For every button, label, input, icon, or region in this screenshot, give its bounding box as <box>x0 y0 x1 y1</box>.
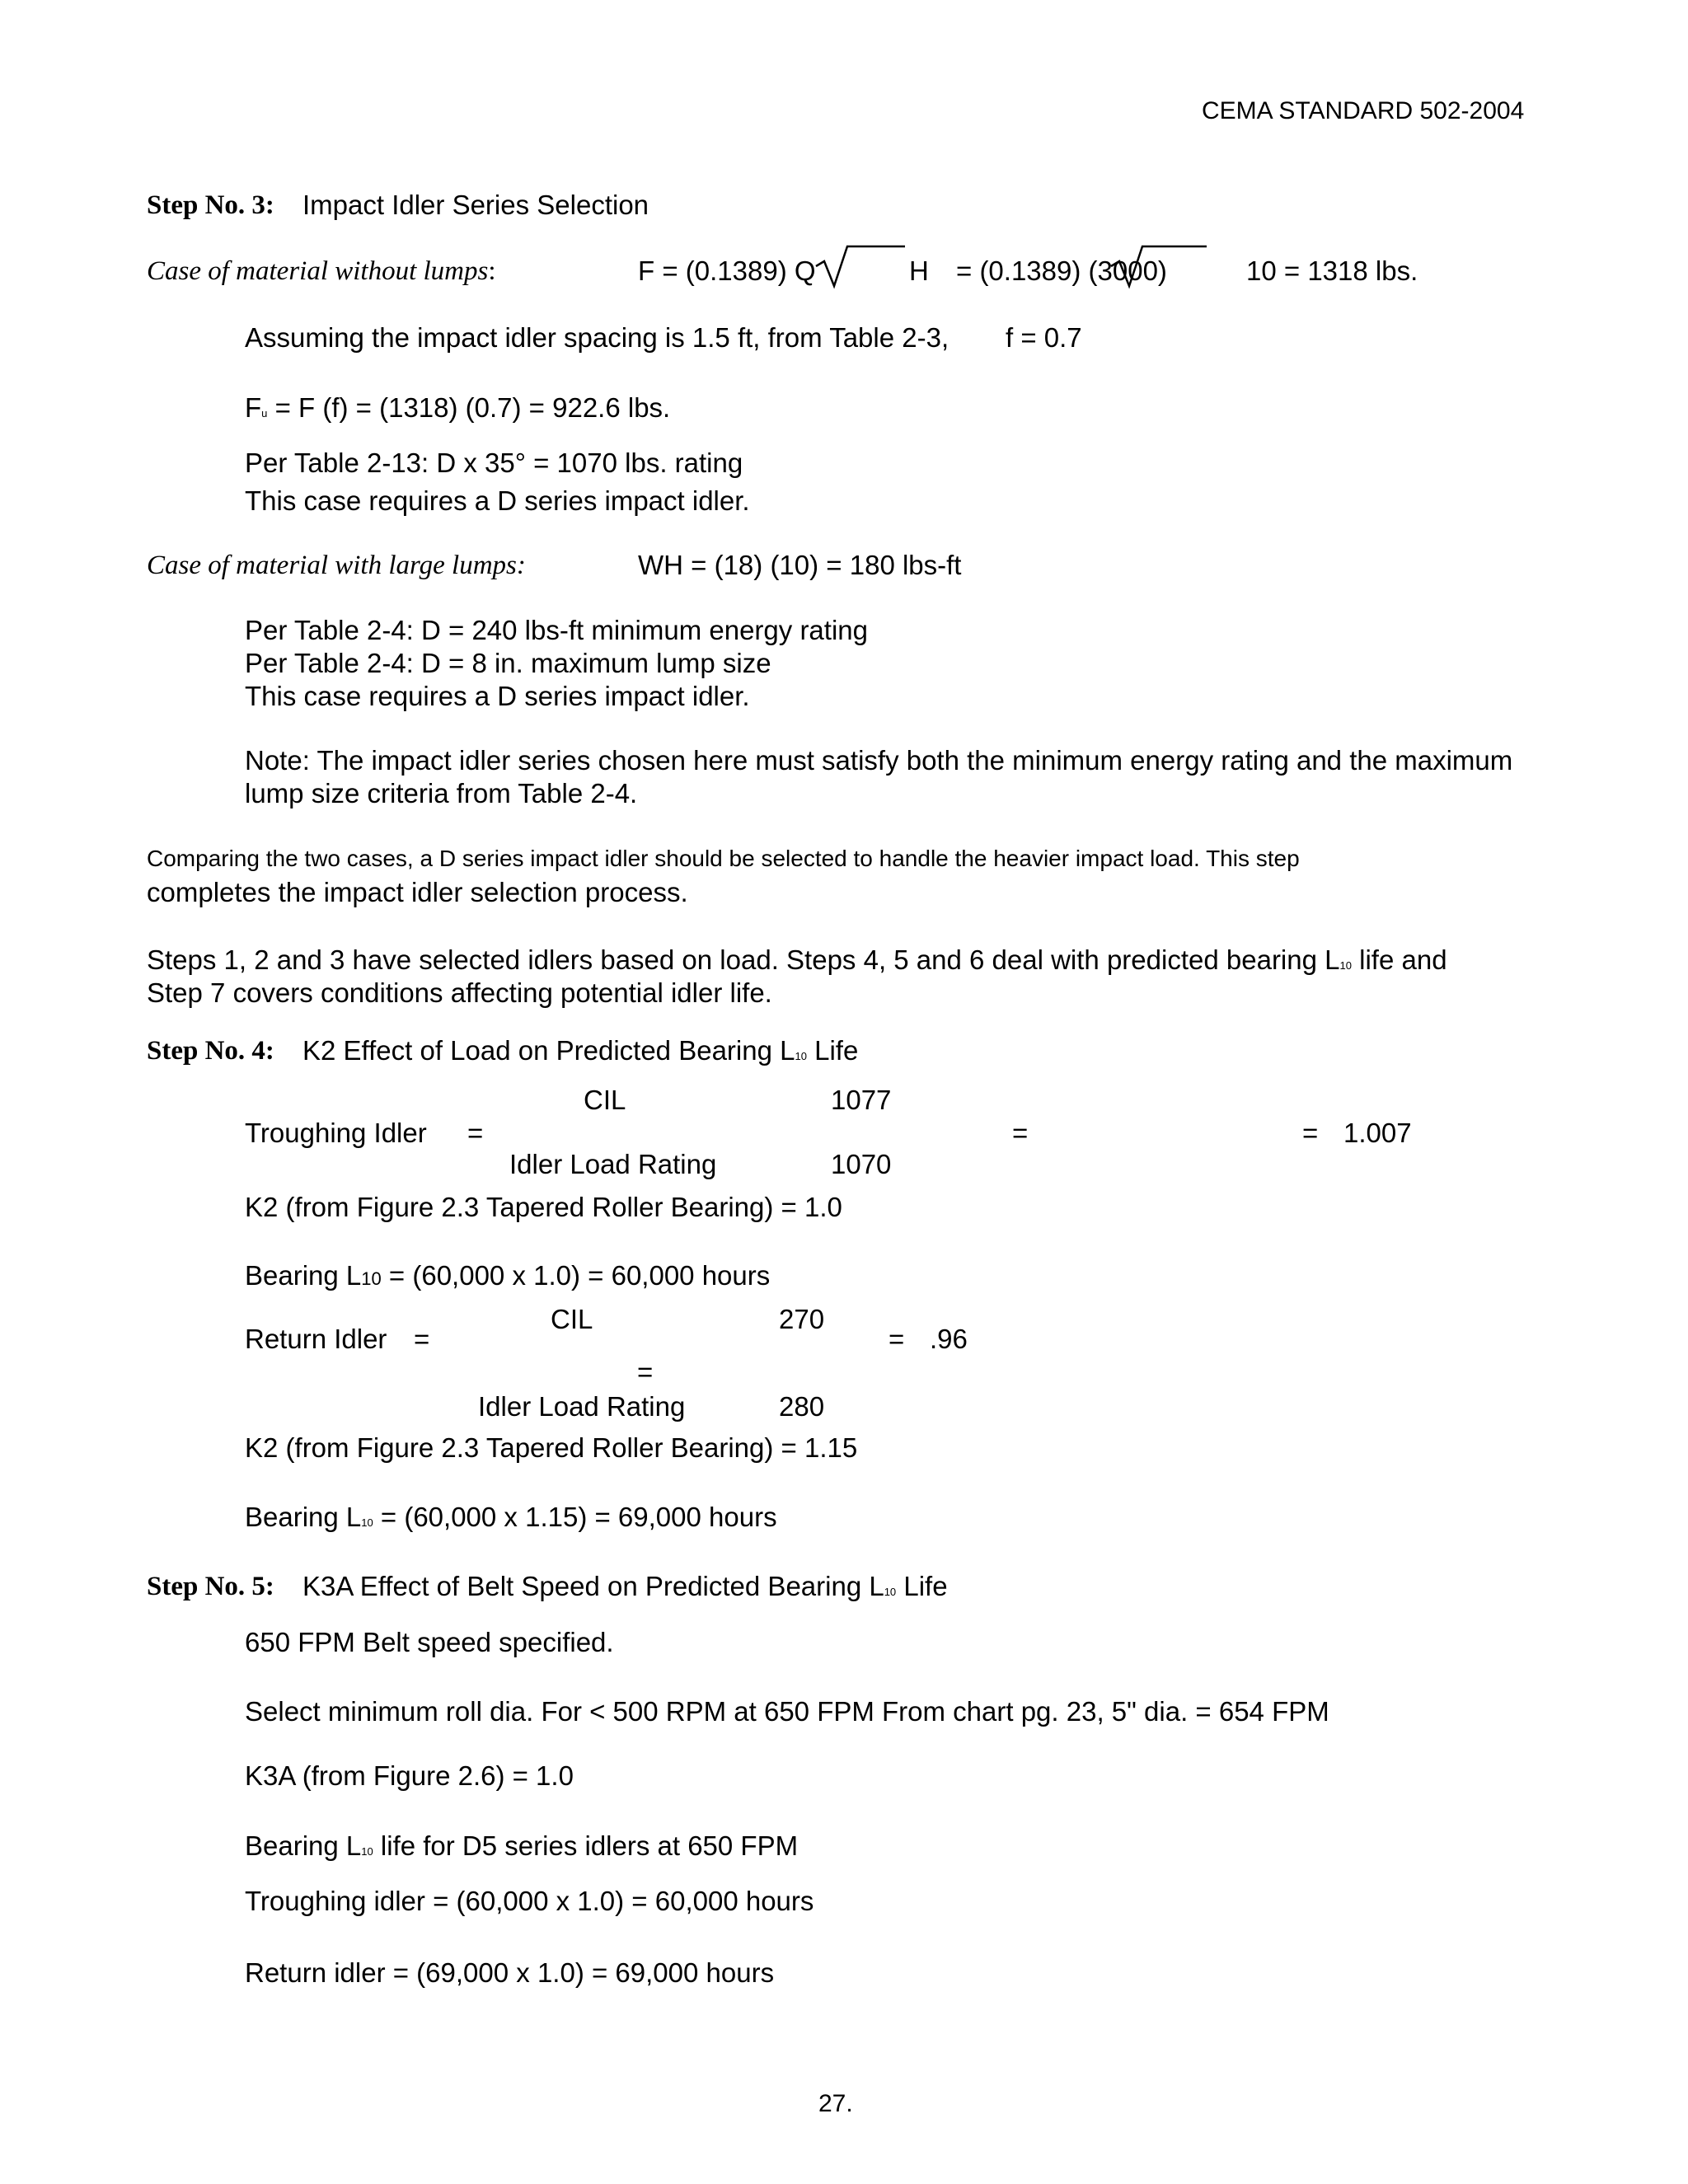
troughing-equals-2: = <box>1012 1118 1029 1148</box>
bearing-l10-return: Bearing L10 = (60,000 x 1.15) = 69,000 hours <box>245 1502 777 1532</box>
square-root-sign-2 <box>1111 243 1210 288</box>
troughing-equals-3: = <box>1302 1118 1319 1148</box>
return-ilr-label: Idler Load Rating <box>478 1391 686 1422</box>
troughing-idler-life: Troughing idler = (60,000 x 1.0) = 60,000 hours <box>245 1886 814 1916</box>
step3-label: Step No. 3: <box>147 190 274 220</box>
case1-label: Case of material without lumps: <box>147 256 496 286</box>
note-line-1: Note: The impact idler series chosen here must satisfy both the minimum energy rating and the maximum <box>245 745 1513 776</box>
step4-title: K2 Effect of Load on Predicted Bearing L10 Life <box>302 1035 859 1066</box>
requires-d-series-1: This case requires a D series impact idler. <box>245 485 750 516</box>
document-standard-header: CEMA STANDARD 502-2004 <box>1202 97 1525 124</box>
troughing-ilr-value: 1070 <box>831 1149 892 1179</box>
impact-force-formula-lhs: F = (0.1389) Q <box>638 255 816 286</box>
impact-force-result: 10 = 1318 lbs. <box>1246 255 1418 286</box>
bearing-l10-troughing: Bearing L10 = (60,000 x 1.0) = 60,000 hours <box>245 1260 771 1291</box>
return-cil-label: CIL <box>551 1304 593 1334</box>
k2-troughing: K2 (from Figure 2.3 Tapered Roller Bearing) = 1.0 <box>245 1192 842 1222</box>
return-result: .96 <box>930 1324 968 1354</box>
troughing-cil-value: 1077 <box>831 1085 892 1115</box>
belt-speed-specified: 650 FPM Belt speed specified. <box>245 1627 614 1657</box>
step3-title: Impact Idler Series Selection <box>302 190 649 220</box>
troughing-cil-label: CIL <box>584 1085 626 1115</box>
assumption-text: Assuming the impact idler spacing is 1.5 ft, from Table 2-3, <box>245 322 950 353</box>
troughing-ilr-label: Idler Load Rating <box>509 1149 717 1179</box>
comparing-line-1: Comparing the two cases, a D series impact idler should be selected to handle the heavier impact load. This step <box>147 846 1300 871</box>
per-table-2-4-lump: Per Table 2-4: D = 8 in. maximum lump size <box>245 648 771 678</box>
comparing-line-2: completes the impact idler selection process. <box>147 877 688 907</box>
return-equals-1: = <box>414 1324 430 1354</box>
wh-equation: WH = (18) (10) = 180 lbs-ft <box>638 550 962 580</box>
return-equals-3: = <box>637 1357 654 1387</box>
case2-label: Case of material with large lumps: <box>147 551 526 580</box>
return-idler-label: Return Idler <box>245 1324 387 1354</box>
k2-return: K2 (from Figure 2.3 Tapered Roller Bearing) = 1.15 <box>245 1432 858 1463</box>
impact-force-formula-rhs: = (0.1389) (3000) <box>956 255 1167 286</box>
step4-label: Step No. 4: <box>147 1036 274 1066</box>
per-table-2-13: Per Table 2-13: D x 35° = 1070 lbs. rating <box>245 448 743 478</box>
steps-overview-line-2: Step 7 covers conditions affecting potential idler life. <box>147 977 772 1008</box>
step5-title: K3A Effect of Belt Speed on Predicted Bearing L10 Life <box>302 1571 948 1601</box>
troughing-equals-1: = <box>467 1118 484 1148</box>
factor-f-value: f = 0.7 <box>1006 322 1082 353</box>
return-idler-life: Return idler = (69,000 x 1.0) = 69,000 hours <box>245 1957 775 1988</box>
troughing-result: 1.007 <box>1343 1118 1412 1148</box>
note-line-2: lump size criteria from Table 2-4. <box>245 778 638 808</box>
page-number: 27. <box>818 2090 853 2117</box>
requires-d-series-2: This case requires a D series impact idler. <box>245 681 750 711</box>
return-cil-value: 270 <box>779 1304 825 1334</box>
step5-label: Step No. 5: <box>147 1572 274 1601</box>
return-ilr-value: 280 <box>779 1391 825 1422</box>
bearing-life-d5: Bearing L10 life for D5 series idlers at 650 FPM <box>245 1830 799 1861</box>
fu-equation: Fu = F (f) = (1318) (0.7) = 922.6 lbs. <box>245 392 671 423</box>
k3a-value: K3A (from Figure 2.6) = 1.0 <box>245 1760 574 1791</box>
impact-force-formula-h: H <box>909 255 929 286</box>
select-roll-dia: Select minimum roll dia. For < 500 RPM at 650 FPM From chart pg. 23, 5" dia. = 654 FPM <box>245 1696 1329 1727</box>
steps-overview-line-1: Steps 1, 2 and 3 have selected idlers based on load. Steps 4, 5 and 6 deal with predicted bearing L10 life and <box>147 944 1447 975</box>
per-table-2-4-energy: Per Table 2-4: D = 240 lbs-ft minimum energy rating <box>245 615 868 645</box>
square-root-sign-1 <box>816 243 907 288</box>
return-equals-2: = <box>889 1324 905 1354</box>
troughing-idler-label: Troughing Idler <box>245 1118 427 1148</box>
